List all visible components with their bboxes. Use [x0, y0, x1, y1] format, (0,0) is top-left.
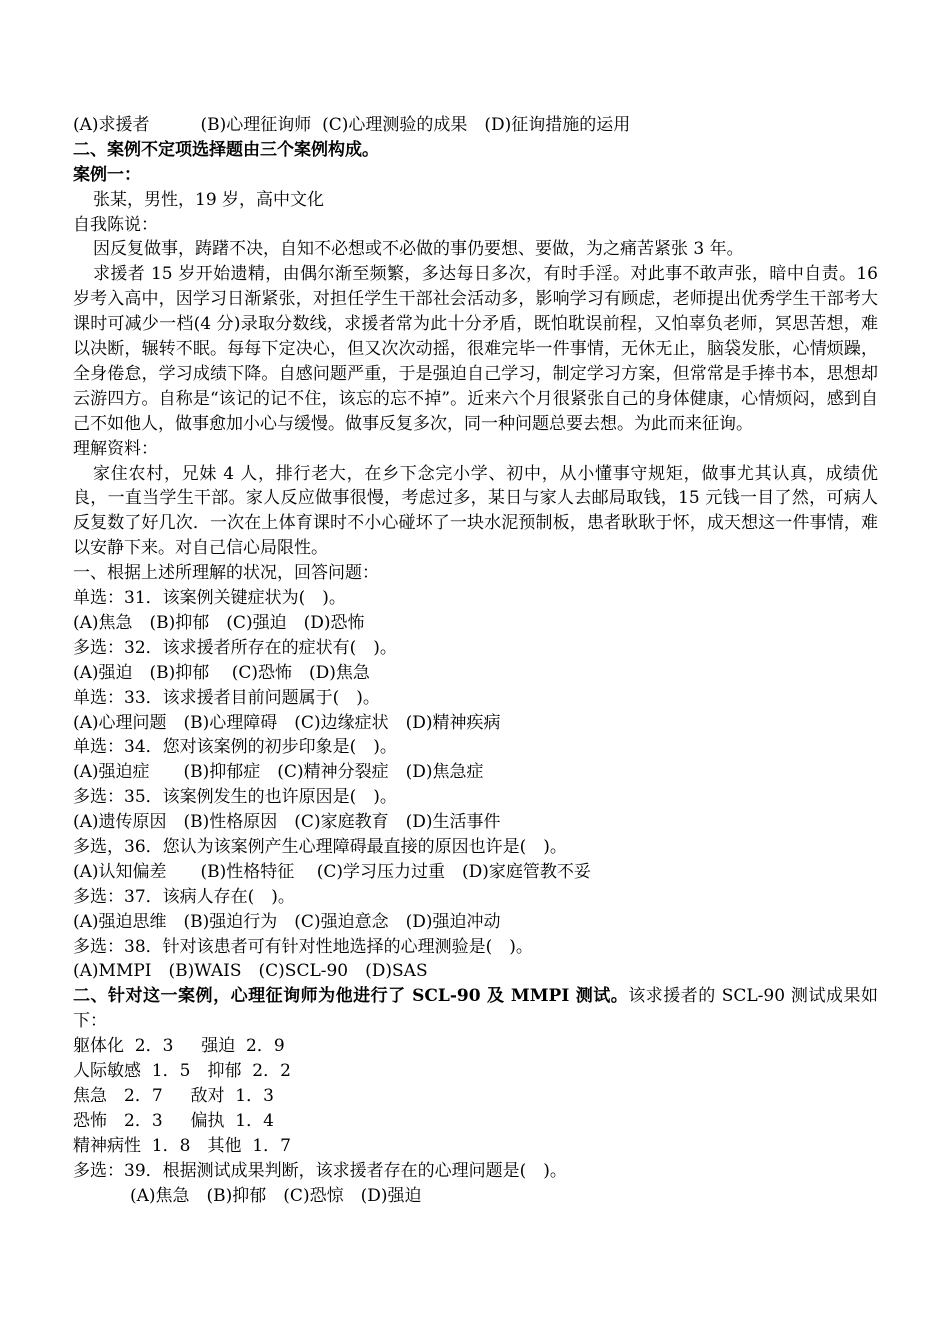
- questions-intro: 一、根据上述所理解的状况，回答问题：: [73, 563, 379, 584]
- scl-result-row: 人际敏感 1．5 抑郁 2．2: [73, 1061, 291, 1082]
- client-info: 张某，男性，19 岁，高中文化: [93, 189, 325, 210]
- q33-options: (A)心理问题 (B)心理障碍 (C)边缘症状 (D)精神疾病: [73, 712, 501, 733]
- q35-options: (A)遗传原因 (B)性格原因 (C)家庭教育 (D)生活事件: [73, 812, 501, 833]
- section2-heading: 二、针对这一案例，心理征询师为他进行了 SCL-90 及 MMPI 测试。: [73, 986, 629, 1007]
- q38-options: (A)MMPI (B)WAIS (C)SCL-90 (D)SAS: [73, 961, 428, 982]
- q32-stem: 多选：32．该求援者所存在的症状有( )。: [73, 637, 397, 658]
- scl-result-row: 躯体化 2．3 强迫 2．9: [73, 1036, 285, 1057]
- section2-text: 该求援者的 SCL-90 测试成果如下：: [73, 986, 878, 1032]
- self-report-paragraph: 求援者 15 岁开始遗精，由偶尔渐至频繁，多达每日多次，有时手淫。对此事不敢声张，暗中自责。16 岁考入高中，因学习日渐紧张，对担任学生干部社会活动多，影响学习有顾虑，老师提出优秀学生干部考大课时可减少一档(4 分)录取分数线，求援者常为此十分矛盾，既怕耽误前程，又怕辜负老师，冥思苦想，难以决断，辗转不眠。每每下定决心，但又次次动摇，很难完毕一件事情，无休无止，脑袋发胀，心情烦躁，全身倦怠，学习成绩下降。自感问题严重，于是强迫自己学习，制定学习方案，但常常是手捧书本，思想却云游四方。自称是“该记的记不住，该忘的忘不掉”。近来六个月很紧张自己的身体健康，心情烦闷，感到自己不如他人，做事愈加小心与缓慢。做事反复多次，同一种问题总要去想。为此而来征询。: [73, 264, 878, 434]
- case-heading: 案例一：: [73, 164, 141, 185]
- q30-options: (A)求援者 (B)心理征询师 (C)心理测验的成果 (D)征询措施的运用: [73, 115, 631, 135]
- q39-options: (A)焦急 (B)抑郁 (C)恐惊 (D)强迫: [130, 1185, 422, 1206]
- q35-stem: 多选：35．该案例发生的也许原因是( )。: [73, 787, 397, 808]
- q34-stem: 单选：34．您对该案例的初步印象是( )。: [73, 737, 397, 758]
- section-heading: 二、案例不定项选择题由三个案例构成。: [73, 139, 379, 160]
- q33-stem: 单选：33．该求援者目前问题属于( )。: [73, 687, 380, 708]
- q32-options: (A)强迫 (B)抑郁 (C)恐怖 (D)焦急: [73, 662, 370, 683]
- chief-complaint: 因反复做事，踌躇不决，自知不必想或不必做的事仍要想、要做，为之痛苦紧张 3 年。: [93, 239, 744, 260]
- q38-stem: 多选：38．针对该患者可有针对性地选择的心理测验是( )。: [73, 936, 533, 957]
- q31-stem: 单选：31．该案例关键症状为( )。: [73, 588, 346, 609]
- section2-intro: [73, 984, 878, 1034]
- q36-options: (A)认知偏差 (B)性格特征 (C)学习压力过重 (D)家庭管教不妥: [73, 861, 591, 882]
- q37-options: (A)强迫思维 (B)强迫行为 (C)强迫意念 (D)强迫冲动: [73, 911, 501, 932]
- background-paragraph: 家住农村，兄妹 4 人，排行老大，在乡下念完小学、初中，从小懂事守规矩，做事尤其认真，成绩优良，一直当学生干部。家人反应做事很慢，考虑过多，某日与家人去邮局取钱，15 元钱一目了然，可病人反复数了好几次．一次在上体育课时不小心碰坏了一块水泥预制板，患者耿耿于怀，成天想这一件事情，难以安静下来。对自己信心局限性。: [73, 463, 878, 559]
- self-report-label: 自我陈说：: [73, 214, 158, 235]
- q36-stem: 多选，36．您认为该案例产生心理障碍最直接的原因也许是( )。: [73, 837, 567, 857]
- scl-result-row: 焦急 2．7 敌对 1．3: [73, 1085, 274, 1106]
- scl-result-row: 精神病性 1．8 其他 1．7: [73, 1135, 291, 1156]
- q34-options: (A)强迫症 (B)抑郁症 (C)精神分裂症 (D)焦急症: [73, 762, 484, 783]
- background-label: 理解资料：: [73, 438, 158, 459]
- q31-options: (A)焦急 (B)抑郁 (C)强迫 (D)恐怖: [73, 612, 365, 633]
- scl-result-row: 恐怖 2．3 偏执 1．4: [73, 1110, 274, 1131]
- document-body: [73, 113, 878, 1208]
- q37-stem: 多选：37．该病人存在( )。: [73, 886, 295, 907]
- q39-stem: 多选：39．根据测试成果判断，该求援者存在的心理问题是( )。: [73, 1160, 567, 1181]
